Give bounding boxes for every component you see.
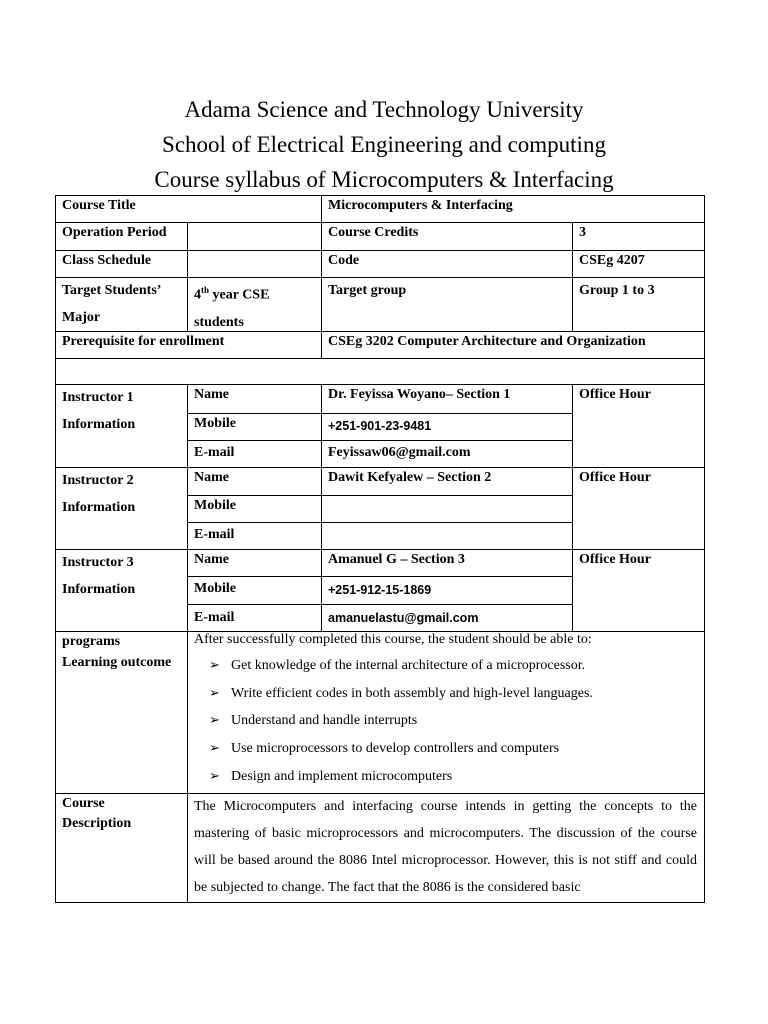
class-schedule-label: Class Schedule: [62, 253, 152, 268]
arrow-bullet-icon: ➢: [209, 740, 220, 756]
target-group-label: Target group: [328, 283, 407, 298]
instructor-3-office-hour: Office Hour: [579, 552, 651, 567]
instructor-2-email-label: E-mail: [194, 527, 235, 542]
course-credits-value: 3: [579, 225, 586, 240]
course-credits-label: Course Credits: [328, 225, 419, 240]
instructor-3-email: amanuelastu@gmail.com: [328, 611, 479, 625]
operation-period-value: [187, 222, 321, 250]
syllabus-title: Course syllabus of Microcomputers & Interfacing: [154, 167, 614, 192]
instructor-2-email: [321, 522, 572, 549]
document-header: [0, 92, 768, 197]
course-title-label: Course Title: [62, 198, 136, 213]
arrow-bullet-icon: ➢: [209, 712, 220, 728]
course-title-value: Microcomputers & Interfacing: [328, 198, 513, 213]
list-item: ➢ Get knowledge of the internal architecture of a microprocessor.: [209, 652, 704, 680]
school-title: School of Electrical Engineering and computing: [162, 132, 606, 157]
target-students-label: Target Students’ Major: [62, 283, 162, 325]
instructor-3-label: Instructor 3 Information: [62, 555, 136, 597]
university-title: Adama Science and Technology University: [184, 97, 584, 122]
code-label: Code: [328, 253, 360, 268]
target-group-value: Group 1 to 3: [579, 283, 655, 298]
learning-outcome-content: [187, 631, 704, 793]
instructor-1-name-label: Name: [194, 387, 229, 402]
code-value: CSEg 4207: [579, 253, 645, 268]
course-description-text: The Microcomputers and interfacing course intends in getting the concepts to the mastering of basic microprocessors and microcomputers. The discussion of the course will be based around the 8086 Intel microprocessor. However, this is not stiff and could be subjected to change. The fact that the 8086 is the considered basic: [194, 799, 697, 895]
learning-outcome-list: [187, 652, 704, 791]
learning-outcome-intro: After successfully completed this course, the student should be able to:: [194, 632, 592, 647]
instructor-2-mobile-label: Mobile: [194, 498, 236, 513]
instructor-2-mobile: [321, 495, 572, 522]
learning-outcome-label: programs Learning outcome: [62, 634, 172, 670]
target-students-value: 4th year CSE students: [194, 285, 270, 330]
instructor-3-email-label: E-mail: [194, 610, 235, 625]
instructor-1-mobile: +251-901-23-9481: [328, 419, 432, 433]
instructor-3-name-label: Name: [194, 552, 229, 567]
list-item: ➢ Understand and handle interrupts: [209, 707, 704, 735]
instructor-2-name: Dawit Kefyalew – Section 2: [328, 470, 492, 485]
instructor-1-label: Instructor 1 Information: [62, 390, 136, 432]
arrow-bullet-icon: ➢: [209, 767, 220, 783]
instructor-2-label: Instructor 2 Information: [62, 473, 136, 515]
instructor-3-mobile: +251-912-15-1869: [328, 583, 432, 597]
instructor-3-name: Amanuel G – Section 3: [328, 552, 465, 567]
arrow-bullet-icon: ➢: [209, 684, 220, 700]
instructor-2-office-hour: Office Hour: [579, 470, 651, 485]
arrow-bullet-icon: ➢: [209, 657, 220, 672]
syllabus-table: [55, 195, 705, 903]
instructor-1-mobile-label: Mobile: [194, 416, 236, 431]
instructor-1-office-hour: Office Hour: [579, 387, 651, 402]
list-item: ➢ Write efficient codes in both assembly and high-level languages.: [209, 680, 704, 708]
instructor-1-email-label: E-mail: [194, 445, 235, 460]
instructor-2-name-label: Name: [194, 470, 229, 485]
course-description-label: Course Description: [62, 796, 132, 831]
operation-period-label: Operation Period: [62, 225, 167, 240]
list-item: ➢ Use microprocessors to develop controllers and computers: [209, 735, 704, 763]
instructor-3-mobile-label: Mobile: [194, 581, 236, 596]
prerequisite-label: Prerequisite for enrollment: [62, 334, 225, 349]
prerequisite-value: CSEg 3202 Computer Architecture and Organization: [328, 334, 646, 349]
instructor-1-name: Dr. Feyissa Woyano– Section 1: [328, 387, 511, 402]
instructor-1-email: Feyissaw06@gmail.com: [328, 445, 471, 460]
list-item: ➢ Design and implement microcomputers: [209, 763, 704, 791]
